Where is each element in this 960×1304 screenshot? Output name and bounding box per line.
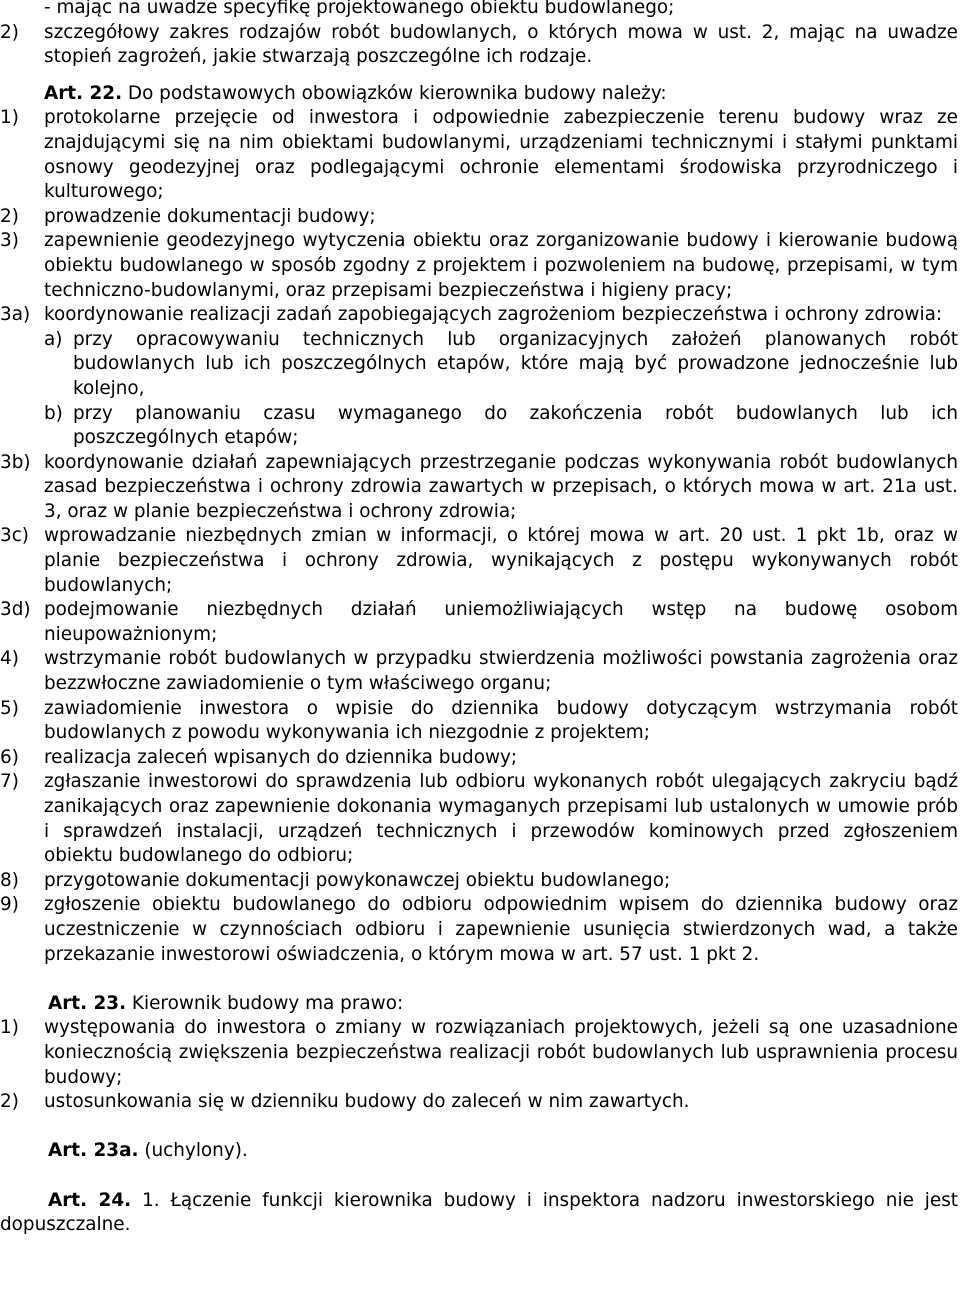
article-label: Art. 23. [48,992,127,1014]
item-text: zapewnienie geodezyjnego wytyczenia obiektu oraz zorganizowanie budowy i kierowanie budową obiektu budowlanego w sposób zgodny z projektem i pozwoleniem na budowę, przepisami, w tym techniczno-budowlanymi, oraz przepisami bezpieczeństwa i higieny pracy; [44,230,958,301]
list-item [0,770,958,868]
list-item [0,869,958,894]
article-label: Art. 23a. [48,1140,139,1162]
item-text: ustosunkowania się w dzienniku budowy do zaleceń w nim zawartych. [44,1091,690,1113]
item-text: podejmowanie niezbędnych działań uniemożliwiających wstęp na budowę osobom nieupoważnionym; [44,599,958,645]
article-23-heading [48,992,958,1017]
item-text: protokolarne przejęcie od inwestora i odpowiednie zabezpieczenie terenu budowy wraz ze znajdującymi się na nim obiektami budowlanymi, urządzeniami technicznymi i stałymi punktami osnowy geodezyjnej oraz podlegającymi ochronie elementami środowiska przyrodniczego i kulturowego; [44,107,958,203]
sub-list-item [44,328,958,402]
list-item [0,205,958,230]
item-number: 7) [0,771,19,793]
item-number: 1) [0,1017,19,1039]
sub-list-item [44,402,958,451]
article-label: Art. 22. [44,82,123,104]
list-item [0,229,958,303]
list-item [0,106,958,204]
list-item [0,21,958,70]
list-item [0,1016,958,1090]
item-text: prowadzenie dokumentacji budowy; [44,205,376,227]
article-24-paragraph [0,1189,958,1238]
item-text: zgłaszanie inwestorowi do sprawdzenia lub odbioru wykonanych robót ulegających zakryciu bądź zanikających oraz zapewnienie dokonania wymaganych przepisami lub ustalonych w umowie prób i sprawdzeń instalacji, urządzeń technicznych i przewodów kominowych przed zgłoszeniem obiektu budowlanego do odbioru; [44,771,958,867]
article-intro: Kierownik budowy ma prawo: [131,992,404,1014]
item-text: wstrzymanie robót budowlanych w przypadku stwierdzenia możliwości powstania zagrożenia oraz bezzwłoczne zawiadomienie o tym właściwego organu; [44,648,958,695]
item-number: 4) [0,648,19,670]
item-number: 3b) [0,451,31,473]
item-text: zawiadomienie inwestora o wpisie do dziennika budowy dotyczącym wstrzymania robót budowlanych z powodu wykonywania ich niezgodnie z projektem; [44,697,958,744]
article-22-heading [44,82,958,107]
sub-item-letter: b) [44,402,63,424]
item-text: koordynowanie realizacji zadań zapobiegających zagrożeniom bezpieczeństwa i ochrony zdrowia: [44,304,943,326]
article-label: Art. 24. [48,1189,132,1211]
item-number: 3) [0,230,19,252]
list-item [0,893,958,967]
item-number: 9) [0,894,19,916]
item-text: wprowadzanie niezbędnych zmian w informacji, o której mowa w art. 20 ust. 1 pkt 1b, oraz w planie bezpieczeństwa i ochrony zdrowia, wynikających z postępu wykonywanych robót budowlanych; [44,525,958,596]
item-number: 5) [0,697,19,719]
list-item [0,746,958,771]
item-number: 3c) [0,525,29,547]
item-text: koordynowanie działań zapewniających przestrzeganie podczas wykonywania robót budowlanych zasad bezpieczeństwa i ochrony zdrowia zawartych w przepisach, o których mowa w art. 21a ust. 3, oraz w planie bezpieczeństwa i ochrony zdrowia; [44,451,958,522]
item-number: 6) [0,746,19,768]
dash-line: - mając na uwadze specyfikę projektowanego obiektu budowlanego; [44,0,675,18]
list-item [0,303,958,328]
item-text: przygotowanie dokumentacji powykonawczej obiektu budowlanego; [44,869,671,891]
article-intro: Do podstawowych obowiązków kierownika budowy należy: [127,82,667,104]
sub-item-text: przy opracowywaniu technicznych lub organizacyjnych założeń planowanych robót budowlanych lub ich poszczególnych etapów, które mają być prowadzone jednocześnie lub kolejno, [73,328,958,399]
item-number: 3d) [0,599,31,621]
item-text: zgłoszenie obiektu budowlanego do odbioru odpowiednim wpisem do dziennika budowy oraz uczestniczenie w czynnościach odbioru i zapewnienie usunięcia stwierdzonych wad, a także przekazanie inwestorowi oświadczenia, o którym mowa w art. 57 ust. 1 pkt 2. [44,894,958,965]
article-text: 1. Łączenie funkcji kierownika budowy i inspektora nadzoru inwestorskiego nie jest dopuszczalne. [0,1189,959,1236]
article-text: (uchylony). [144,1140,248,1162]
item-number: 1) [0,107,19,129]
item-number: 2) [0,1091,19,1113]
list-item [0,524,958,598]
item-number: 8) [0,869,19,891]
item-text: występowania do inwestora o zmiany w rozwiązaniach projektowych, jeżeli są one uzasadnione koniecznością zwiększenia bezpieczeństwa realizacji robót budowlanych lub usprawnienia procesu budowy; [44,1017,958,1088]
list-item [0,1090,958,1115]
item-number: 2) [0,21,19,43]
item-text: szczegółowy zakres rodzajów robót budowlanych, o których mowa w ust. 2, mając na uwadze stopień zagrożeń, jakie stwarzają poszczególne ich rodzaje. [44,21,958,68]
list-item [0,647,958,696]
item-number: 2) [0,205,19,227]
list-item [0,598,958,647]
item-number: 3a) [0,304,31,326]
list-item [0,451,958,525]
item-text: realizacja zaleceń wpisanych do dziennika budowy; [44,746,518,768]
list-item [0,697,958,746]
article-23a-heading [48,1139,958,1164]
sub-item-letter: a) [44,328,63,350]
sub-item-text: przy planowaniu czasu wymaganego do zakończenia robót budowlanych lub ich poszczególnych etapów; [73,402,958,449]
